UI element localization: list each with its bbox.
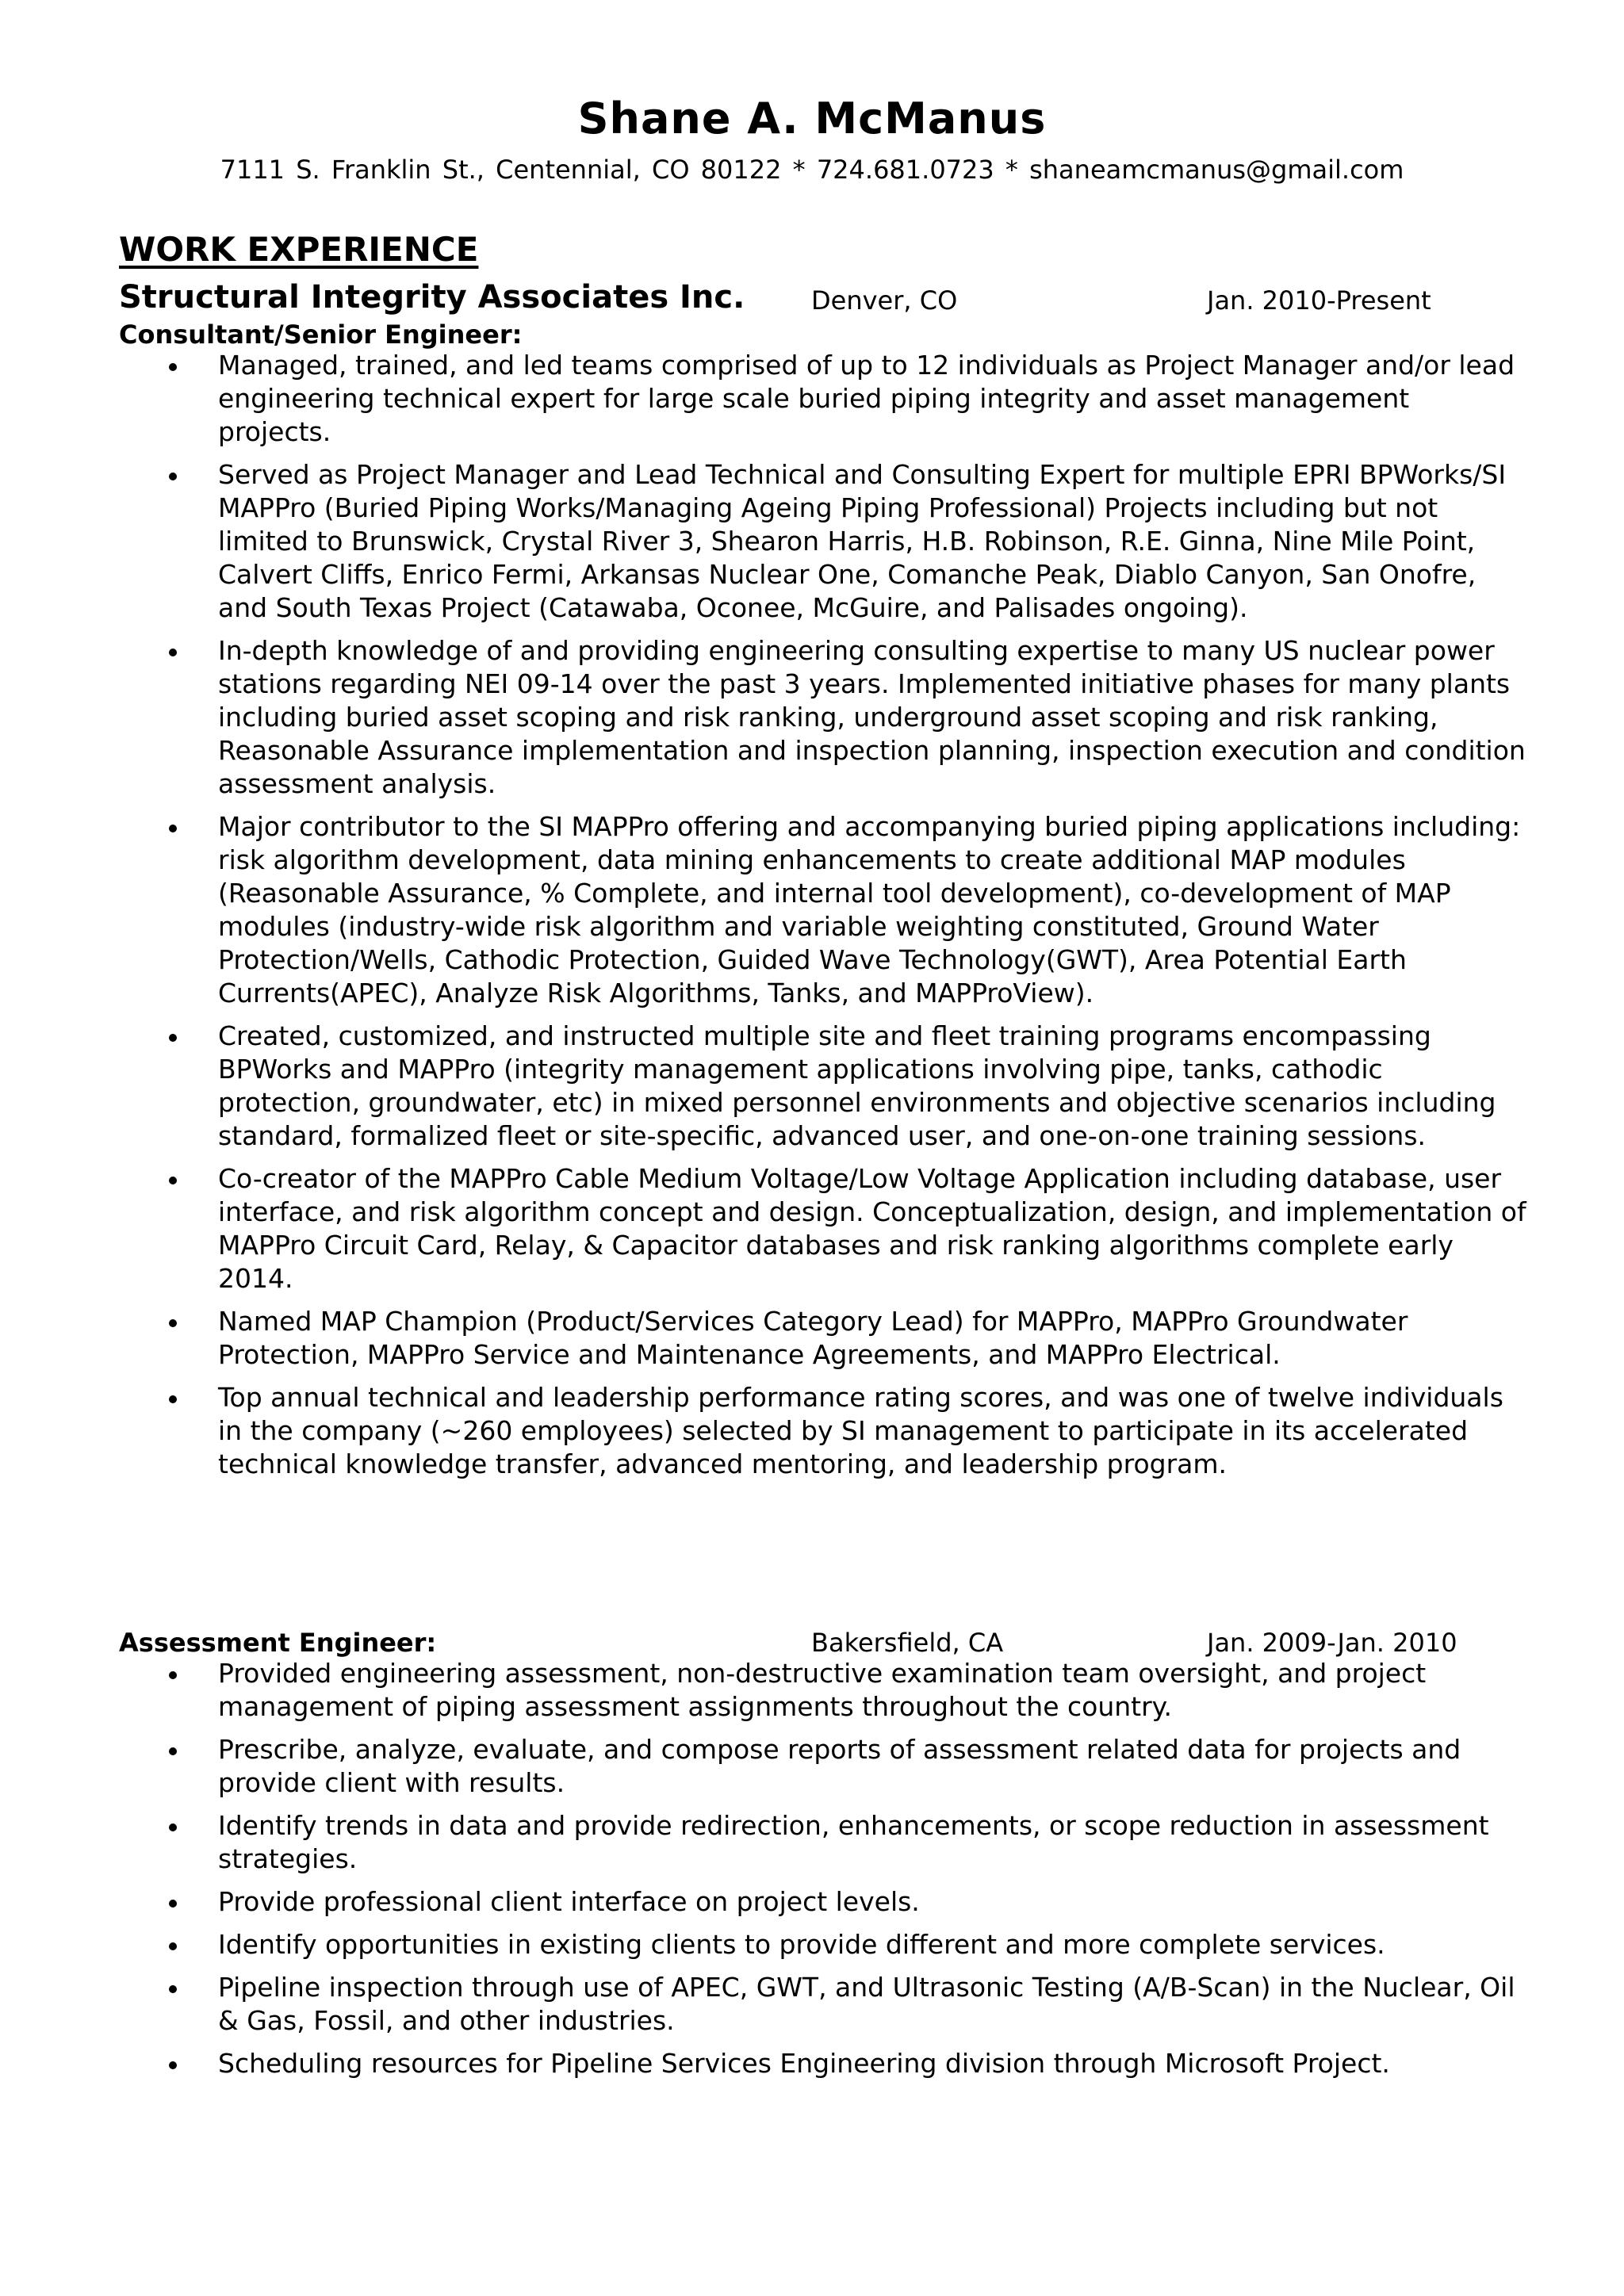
- bullet-item: [0, 1305, 1526, 1372]
- bullet-dot-icon: [169, 473, 177, 480]
- bullet-dot-icon: [169, 1395, 177, 1403]
- bullet-text: In-depth knowledge of and providing engineering consulting expertise to many US nuclear power stations regarding NEI 09-14 over the past 3 years. Implemented initiative phases for many plants including buried asset scoping and risk ranking, underground asset scoping and risk ranking, Reasonable Assurance implementation and inspection planning, inspection execution and condition assessment analysis.: [218, 635, 1526, 799]
- bullet-dot-icon: [169, 649, 177, 656]
- bullet-item: [0, 2047, 1526, 2080]
- bullet-text: Top annual technical and leadership performance rating scores, and was one of twelve individuals in the company (~260 employees) selected by SI management to participate in its accelerated technical knowledge transfer, advanced mentoring, and leadership program.: [218, 1382, 1503, 1479]
- bullet-item: [0, 458, 1526, 625]
- bullet-dot-icon: [169, 1747, 177, 1755]
- bullet-text: Prescribe, analyze, evaluate, and compose reports of assessment related data for projects and provide client with results.: [218, 1734, 1461, 1798]
- bullet-item: [0, 1928, 1526, 1961]
- bullet-item: [0, 1657, 1526, 1724]
- bullet-text: Pipeline inspection through use of APEC, GWT, and Ultrasonic Testing (A/B-Scan) in the Nuclear, Oil & Gas, Fossil, and other industries.: [218, 1972, 1515, 2036]
- bullet-item: [0, 1733, 1526, 1800]
- role2-bullet-list: [0, 1657, 1624, 2090]
- bullet-text: Scheduling resources for Pipeline Services Engineering division through Microsoft Project.: [218, 2048, 1390, 2079]
- bullet-text: Created, customized, and instructed multiple site and fleet training programs encompassing BPWorks and MAPPro (integrity management applications involving pipe, tanks, cathodic protection, groundwater, etc) in mixed personnel environments and objective scenarios including standard, formalized fleet or site-specific, advanced user, and one-on-one training sessions.: [218, 1020, 1496, 1151]
- bullet-text: Named MAP Champion (Product/Services Category Lead) for MAPPro, MAPPro Groundwater Protection, MAPPro Service and Maintenance Agreements, and MAPPro Electrical.: [218, 1306, 1408, 1370]
- bullet-item: [0, 1885, 1526, 1919]
- bullet-text: Major contributor to the SI MAPPro offering and accompanying buried piping applications including: risk algorithm development, data mining enhancements to create additional MAP modules (Reasonable Assurance, % Complete, and internal tool development), co-development of MAP modules (industry-wide risk algorithm and variable weighting constituted, Ground Water Protection/Wells, Cathodic Protection, Guided Wave Technology(GWT), Area Potential Earth Currents(APEC), Analyze Risk Algorithms, Tanks, and MAPProView).: [218, 811, 1521, 1008]
- role2-dates: Jan. 2009-Jan. 2010: [1207, 1628, 1457, 1658]
- role2-location: Bakersfield, CA: [811, 1628, 1004, 1658]
- role1-bullet-list: [0, 349, 1624, 1490]
- bullet-text: Co-creator of the MAPPro Cable Medium Voltage/Low Voltage Application including database, user interface, and risk algorithm concept and design. Conceptualization, design, and implementation of MAPPro Circuit Card, Relay, & Capacitor databases and risk ranking algorithms complete early 2014.: [218, 1163, 1526, 1294]
- bullet-dot-icon: [169, 363, 177, 371]
- candidate-name: Shane A. McManus: [577, 94, 1047, 144]
- company-row: [119, 279, 1515, 314]
- bullet-text: Identify opportunities in existing clients to provide different and more complete services.: [218, 1929, 1385, 1960]
- bullet-item: [0, 1020, 1526, 1153]
- bullet-text: Identify trends in data and provide redirection, enhancements, or scope reduction in assessment strategies.: [218, 1810, 1489, 1874]
- company-dates: Jan. 2010-Present: [1207, 285, 1431, 316]
- company-name: Structural Integrity Associates Inc.: [119, 279, 745, 316]
- bullet-item: [0, 1971, 1526, 2038]
- bullet-dot-icon: [169, 1823, 177, 1831]
- bullet-dot-icon: [169, 2061, 177, 2069]
- bullet-dot-icon: [169, 1985, 177, 1993]
- bullet-text: Provide professional client interface on project levels.: [218, 1886, 920, 1917]
- bullet-dot-icon: [169, 1034, 177, 1042]
- role-title-senior-engineer: Consultant/Senior Engineer:: [119, 320, 523, 350]
- bullet-dot-icon: [169, 1942, 177, 1950]
- bullet-text: Managed, trained, and led teams comprised of up to 12 individuals as Project Manager and/or lead engineering technical expert for large scale buried piping integrity and asset management projects.: [218, 350, 1515, 447]
- bullet-item: [0, 349, 1526, 449]
- bullet-dot-icon: [169, 825, 177, 832]
- bullet-item: [0, 634, 1526, 801]
- bullet-dot-icon: [169, 1900, 177, 1908]
- bullet-dot-icon: [169, 1319, 177, 1327]
- bullet-text: Provided engineering assessment, non-destructive examination team oversight, and project management of piping assessment assignments throughout the country.: [218, 1658, 1427, 1722]
- role2-row: [119, 1621, 1515, 1656]
- bullet-item: [0, 1162, 1526, 1295]
- company-location: Denver, CO: [811, 285, 958, 316]
- bullet-dot-icon: [169, 1671, 177, 1679]
- contact-line: 7111 S. Franklin St., Centennial, CO 80122 * 724.681.0723 * shaneamcmanus@gmail.com: [220, 155, 1404, 185]
- section-title-work-experience: WORK EXPERIENCE: [119, 230, 479, 269]
- bullet-dot-icon: [169, 1177, 177, 1184]
- bullet-item: [0, 810, 1526, 1010]
- bullet-item: [0, 1381, 1526, 1481]
- bullet-text: Served as Project Manager and Lead Technical and Consulting Expert for multiple EPRI BPWorks/SI MAPPro (Buried Piping Works/Managing Ageing Piping Professional) Projects including but not limited to Brunswick, Crystal River 3, Shearon Harris, H.B. Robinson, R.E. Ginna, Nine Mile Point, Calvert Cliffs, Enrico Fermi, Arkansas Nuclear One, Comanche Peak, Diablo Canyon, San Onofre, and South Texas Project (Catawaba, Oconee, McGuire, and Palisades ongoing).: [218, 459, 1507, 623]
- bullet-item: [0, 1809, 1526, 1876]
- role-title-assessment-engineer: Assessment Engineer:: [119, 1628, 437, 1658]
